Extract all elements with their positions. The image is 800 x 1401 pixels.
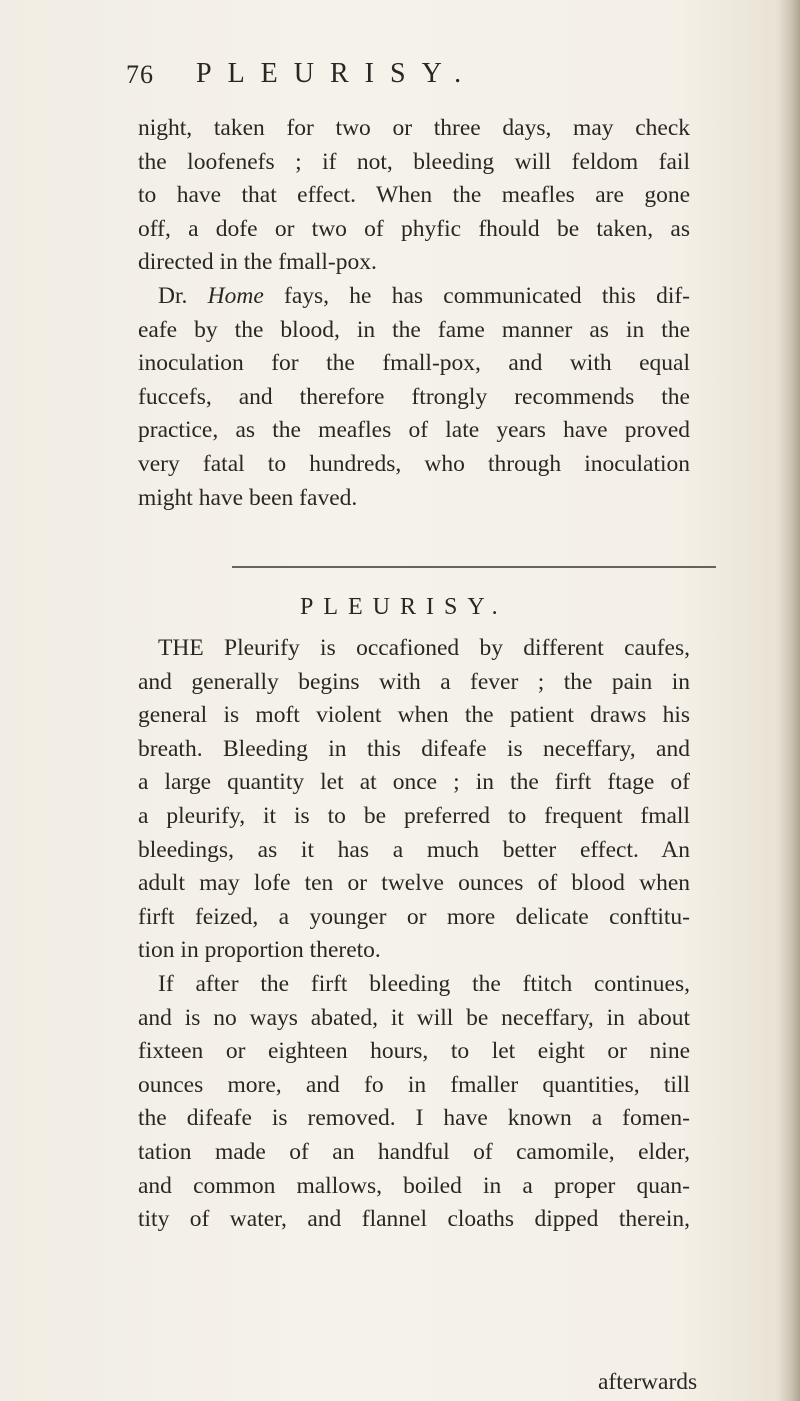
running-title: PLEURISY.	[196, 58, 478, 89]
page-edge-shadow	[778, 0, 800, 1401]
text-line: general is moft violent when the patient draws his	[138, 702, 690, 729]
text-line: and is no ways abated, it will be neceffary, in about	[138, 1004, 690, 1031]
text-line: a pleurify, it is to be preferred to frequent fmall	[138, 802, 690, 829]
text-line: firft feized, a younger or more delicate conftitu-	[138, 903, 690, 930]
section-heading: PLEURISY.	[300, 594, 508, 620]
text-line: to have that effect. When the meafles are gone	[138, 182, 690, 209]
text-line: ounces more, and fo in fmaller quantities, till	[138, 1071, 690, 1098]
text-line: might have been faved.	[138, 484, 358, 511]
text-line: a large quantity let at once ; in the firft ftage of	[138, 769, 690, 796]
paragraph-measles-end	[138, 112, 690, 280]
section-divider	[232, 566, 716, 568]
text-line: directed in the fmall-pox.	[138, 249, 377, 276]
text-line: practice, as the meafles of late years have proved	[138, 417, 690, 444]
paragraph-stitch	[138, 968, 690, 1237]
text-line: fuccefs, and therefore ftrongly recommends the	[138, 383, 690, 410]
author-name: Home	[207, 283, 264, 309]
text-line: off, a dofe or two of phyfic fhould be taken, as	[138, 215, 690, 242]
paragraph-dr-home	[138, 280, 690, 515]
paragraph-pleurisy-intro	[138, 632, 690, 968]
text-line: THE Pleurify is occafioned by different caufes,	[158, 635, 690, 661]
text-line: inoculation for the fmall-pox, and with equal	[138, 350, 690, 377]
text-line: tation made of an handful of camomile, elder,	[138, 1138, 690, 1165]
text-line-first	[138, 280, 690, 314]
text-lead: Dr.	[158, 283, 188, 309]
page-header	[126, 58, 666, 98]
text-line: tion in proportion thereto.	[138, 937, 381, 964]
text-line: the difeafe is removed. I have known a fomen-	[138, 1105, 690, 1132]
catchword: afterwards	[598, 1369, 698, 1395]
text-line: breath. Bleeding in this difeafe is neceffary, and	[138, 735, 690, 762]
text-line: adult may lofe ten or twelve ounces of blood when	[138, 870, 690, 897]
text-line: bleedings, as it has a much better effect. An	[138, 836, 690, 863]
text-rest: fays, he has communicated this dif-	[284, 283, 690, 309]
text-line: the loofenefs ; if not, bleeding will feldom fail	[138, 148, 690, 175]
text-line: and generally begins with a fever ; the pain in	[138, 668, 690, 695]
text-line: If after the firft bleeding the ftitch continues,	[158, 971, 690, 997]
text-line: night, taken for two or three days, may check	[138, 115, 690, 141]
text-line: eafe by the blood, in the fame manner as in the	[138, 316, 690, 343]
text-line: and common mallows, boiled in a proper quan-	[138, 1172, 690, 1199]
text-line: tity of water, and flannel cloaths dipped therein,	[138, 1206, 690, 1233]
text-line: very fatal to hundreds, who through inoculation	[138, 450, 690, 477]
page-number: 76	[126, 60, 154, 89]
text-line: fixteen or eighteen hours, to let eight or nine	[138, 1038, 690, 1065]
